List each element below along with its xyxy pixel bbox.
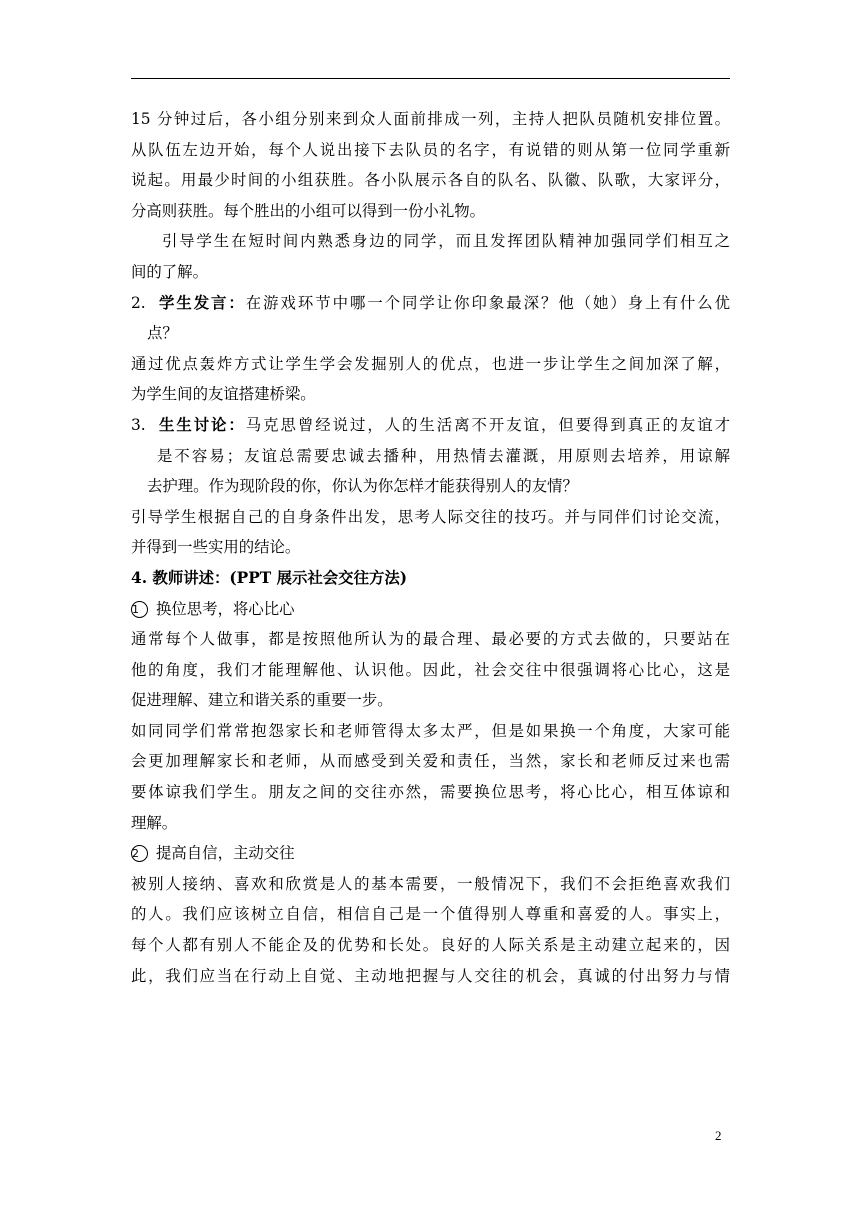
method-1 xyxy=(131,594,730,839)
item-3-paragraph xyxy=(131,502,730,563)
text-line: 分高则获胜。每个胜出的小组可以得到一份小礼物。 xyxy=(131,201,485,220)
text-line: 促进理解、建立和谐关系的重要一步。 xyxy=(131,691,393,710)
item-label: 生生讨论： xyxy=(157,415,246,434)
text-line: 理解。 xyxy=(131,813,178,832)
text-line: 点？ xyxy=(147,324,178,343)
text-line: 的人。我们应该树立自信，相信自己是一个值得别人尊重和喜爱的人。事实上， xyxy=(131,905,730,924)
circled-number-2: 2 xyxy=(131,845,148,862)
text-line: 从队伍左边开始，每个人说出接下去队员的名字，有说错的则从第一位同学重新 xyxy=(131,140,730,159)
text-line: 说起。用最少时间的小组获胜。各小队展示各自的队名、队徽、队歌，大家评分， xyxy=(131,171,730,190)
text-line: 通常每个人做事，都是按照他所认为的最合理、最必要的方式去做的，只要站在 xyxy=(131,630,730,649)
intro-paragraph xyxy=(131,104,730,226)
method-2 xyxy=(131,838,730,991)
text-line: 会更加理解家长和老师，从而感受到关爱和责任，当然，家长和老师反过来也需 xyxy=(131,752,730,771)
text-line: 引导学生根据自己的自身条件出发，思考人际交往的技巧。并与同伴们讨论交流， xyxy=(131,507,730,526)
item-3-discussion xyxy=(131,410,730,502)
text-line: 间的了解。 xyxy=(131,262,208,281)
text-line: 要体谅我们学生。朋友之间的交往亦然，需要换位思考，将心比心，相互体谅和 xyxy=(131,783,730,802)
item-text: 马克思曾经说过，人的生活离不开友谊，但要得到真正的友谊才 xyxy=(245,415,730,434)
text-line: 每个人都有别人不能企及的优势和长处。良好的人际关系是主动建立起来的，因 xyxy=(131,936,730,955)
text-line: 15 分钟过后，各小组分别来到众人面前排成一列，主持人把队员随机安排位置。 xyxy=(131,110,730,128)
text-line: 此，我们应当在行动上自觉、主动地把握与人交往的机会，真诚的付出努力与情 xyxy=(131,966,730,985)
guide-paragraph xyxy=(131,226,730,287)
item-number: 3. xyxy=(131,415,146,434)
text-line: 通过优点轰炸方式让学生学会发掘别人的优点，也进一步让学生之间加深了解， xyxy=(131,354,730,373)
text-line: 去护理。作为现阶段的你，你认为你怎样才能获得别人的友情？ xyxy=(147,477,578,496)
text-line: 如同同学们常常抱怨家长和老师管得太多太严，但是如果换一个角度，大家可能 xyxy=(131,721,730,740)
method-title: 换位思考，将心比心 xyxy=(156,599,295,618)
page-number: 2 xyxy=(715,1128,722,1143)
circled-number-1: 1 xyxy=(131,601,148,618)
text-line: 是不容易；友谊总需要忠诚去播种，用热情去灌溉，用原则去培养，用谅解 xyxy=(157,446,730,465)
item-label: 学生发言： xyxy=(157,293,246,312)
method-title: 提高自信，主动交往 xyxy=(156,844,295,863)
item-2-paragraph xyxy=(131,349,730,410)
header-rule xyxy=(131,78,730,79)
item-4-heading: 4. 教师讲述：(PPT 展示社会交往方法) xyxy=(131,568,408,587)
text-line: 他的角度，我们才能理解他、认识他。因此，社会交往中很强调将心比心，这是 xyxy=(131,660,730,679)
item-number: 2. xyxy=(131,293,146,312)
text-line: 并得到一些实用的结论。 xyxy=(131,538,301,557)
item-2-student-speech xyxy=(131,288,730,349)
item-text: 在游戏环节中哪一个同学让你印象最深？他（她）身上有什么优 xyxy=(245,293,730,312)
page-body xyxy=(131,104,730,991)
text-line: 引导学生在短时间内熟悉身边的同学，而且发挥团队精神加强同学们相互之 xyxy=(162,232,730,251)
text-line: 被别人接纳、喜欢和欣赏是人的基本需要，一般情况下，我们不会拒绝喜欢我们 xyxy=(131,874,730,893)
text-line: 为学生间的友谊搭建桥梁。 xyxy=(131,385,316,404)
